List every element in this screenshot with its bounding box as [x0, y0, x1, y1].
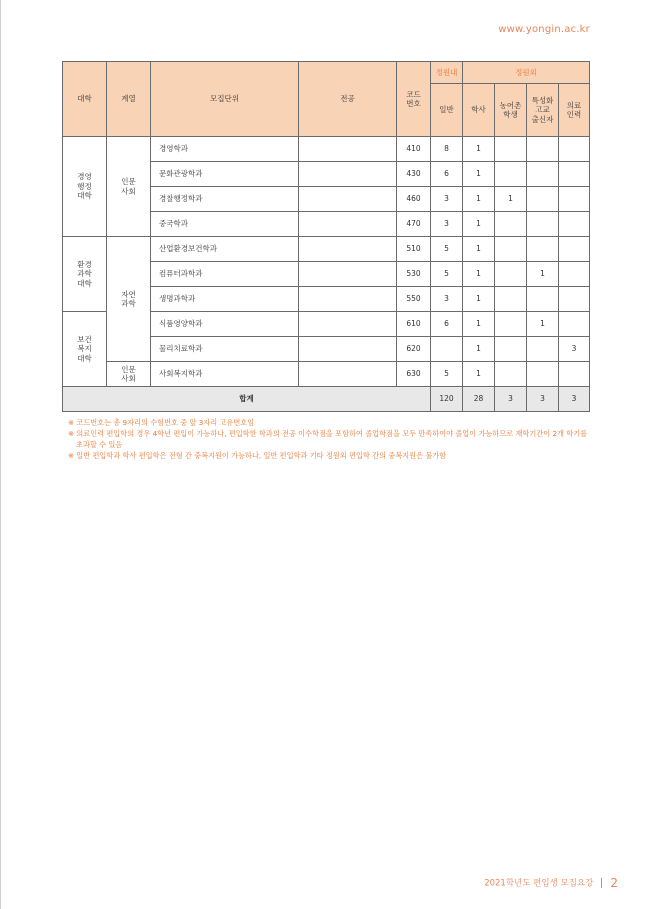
header-major: 전공 — [299, 62, 397, 137]
major-cell — [299, 212, 397, 237]
header-out-quota: 정원외 — [463, 62, 590, 84]
footer-divider — [601, 878, 602, 888]
medical-cell — [559, 162, 590, 187]
rural-cell — [495, 287, 527, 312]
code-cell: 530 — [397, 262, 431, 287]
total-rural: 3 — [495, 387, 527, 412]
general-cell: 5 — [431, 262, 463, 287]
code-cell: 410 — [397, 137, 431, 162]
code-cell: 460 — [397, 187, 431, 212]
header-specialized: 특성화 고교 출신자 — [527, 84, 559, 137]
total-general: 120 — [431, 387, 463, 412]
rural-cell — [495, 312, 527, 337]
major-cell — [299, 337, 397, 362]
code-cell: 610 — [397, 312, 431, 337]
bachelor-cell: 1 — [463, 312, 495, 337]
unit-cell: 중국학과 — [151, 212, 299, 237]
major-cell — [299, 312, 397, 337]
special-cell — [527, 362, 559, 387]
code-cell: 550 — [397, 287, 431, 312]
header-track: 계열 — [107, 62, 151, 137]
bachelor-cell: 1 — [463, 287, 495, 312]
medical-cell — [559, 187, 590, 212]
total-bachelor: 28 — [463, 387, 495, 412]
major-cell — [299, 237, 397, 262]
special-cell — [527, 287, 559, 312]
special-cell — [527, 212, 559, 237]
major-cell — [299, 287, 397, 312]
rural-cell — [495, 212, 527, 237]
rural-cell — [495, 337, 527, 362]
medical-cell — [559, 287, 590, 312]
bachelor-cell: 1 — [463, 187, 495, 212]
note-code-number: ※ 코드번호는 총 9자리의 수험번호 중 앞 3자리 고유번호임 — [68, 418, 255, 427]
general-cell: 5 — [431, 362, 463, 387]
major-cell — [299, 187, 397, 212]
general-cell: 6 — [431, 312, 463, 337]
bachelor-cell: 1 — [463, 362, 495, 387]
total-medical: 3 — [559, 387, 590, 412]
site-url[interactable]: www.yongin.ac.kr — [498, 24, 590, 35]
unit-cell: 컴퓨터과학과 — [151, 262, 299, 287]
rural-cell — [495, 362, 527, 387]
special-cell — [527, 337, 559, 362]
special-cell — [527, 187, 559, 212]
total-label: 합계 — [63, 387, 431, 412]
code-cell: 470 — [397, 212, 431, 237]
rural-cell: 1 — [495, 187, 527, 212]
total-special: 3 — [527, 387, 559, 412]
bachelor-cell: 1 — [463, 137, 495, 162]
bachelor-cell: 1 — [463, 237, 495, 262]
special-cell — [527, 137, 559, 162]
header-medical: 의료 인력 — [559, 84, 590, 137]
special-cell: 1 — [527, 262, 559, 287]
rural-cell — [495, 237, 527, 262]
track-cell: 인문 사회 — [107, 362, 151, 387]
college-cell: 경영 행정 대학 — [63, 137, 107, 237]
general-cell: 3 — [431, 212, 463, 237]
page-footer — [484, 876, 618, 890]
major-cell — [299, 362, 397, 387]
bachelor-cell: 1 — [463, 162, 495, 187]
rural-cell — [495, 162, 527, 187]
medical-cell — [559, 212, 590, 237]
bachelor-cell: 1 — [463, 337, 495, 362]
special-cell: 1 — [527, 312, 559, 337]
general-cell: 3 — [431, 187, 463, 212]
medical-cell — [559, 262, 590, 287]
medical-cell — [559, 362, 590, 387]
code-cell: 630 — [397, 362, 431, 387]
code-cell: 510 — [397, 237, 431, 262]
bachelor-cell: 1 — [463, 212, 495, 237]
general-cell: 6 — [431, 162, 463, 187]
track-cell: 자연 과학 — [107, 237, 151, 362]
code-cell: 620 — [397, 337, 431, 362]
college-cell: 보건 복지 대학 — [63, 312, 107, 387]
header-code: 코드 번호 — [397, 62, 431, 137]
unit-cell: 문화관광학과 — [151, 162, 299, 187]
general-cell: 5 — [431, 237, 463, 262]
track-cell: 인문 사회 — [107, 137, 151, 237]
major-cell — [299, 137, 397, 162]
admission-quota-table — [62, 61, 590, 412]
notes-section — [68, 417, 593, 462]
rural-cell — [495, 262, 527, 287]
note-medical-transfer: ※ 의료인력 편입학의 경우 4학년 편입이 가능하나, 편입학한 학과의 전공 이수학점을 포함하여 졸업학점을 모두 만족하여야 졸업이 가능하므로 재학기간이 2개 학기를 초과할 수 있음 — [68, 429, 588, 450]
medical-cell — [559, 237, 590, 262]
header-college: 대학 — [63, 62, 107, 137]
footer-label: 2021학년도 편입생 모집요강 — [484, 878, 594, 889]
special-cell — [527, 162, 559, 187]
college-cell: 환경 과학 대학 — [63, 237, 107, 312]
unit-cell: 산업환경보건학과 — [151, 237, 299, 262]
medical-cell — [559, 137, 590, 162]
unit-cell: 경영학과 — [151, 137, 299, 162]
medical-cell — [559, 312, 590, 337]
unit-cell: 물리치료학과 — [151, 337, 299, 362]
code-cell: 430 — [397, 162, 431, 187]
general-cell: 8 — [431, 137, 463, 162]
header-unit: 모집단위 — [151, 62, 299, 137]
major-cell — [299, 262, 397, 287]
general-cell: 3 — [431, 287, 463, 312]
header-rural: 농어촌 학생 — [495, 84, 527, 137]
header-bachelor: 학사 — [463, 84, 495, 137]
page-left-border — [0, 0, 1, 909]
major-cell — [299, 162, 397, 187]
header-in-quota: 정원내 — [431, 62, 463, 84]
general-cell — [431, 337, 463, 362]
unit-cell: 식품영양학과 — [151, 312, 299, 337]
special-cell — [527, 237, 559, 262]
header-general: 일반 — [431, 84, 463, 137]
page-number: 2 — [610, 876, 618, 890]
note-duplicate-application: ※ 일반 편입학과 학사 편입학은 전형 간 중복지원이 가능하나, 일반 편입학과 기타 정원외 편입학 간의 중복지원은 불가함 — [68, 451, 447, 461]
unit-cell: 경찰행정학과 — [151, 187, 299, 212]
medical-cell: 3 — [559, 337, 590, 362]
unit-cell: 생명과학과 — [151, 287, 299, 312]
unit-cell: 사회복지학과 — [151, 362, 299, 387]
rural-cell — [495, 137, 527, 162]
bachelor-cell: 1 — [463, 262, 495, 287]
